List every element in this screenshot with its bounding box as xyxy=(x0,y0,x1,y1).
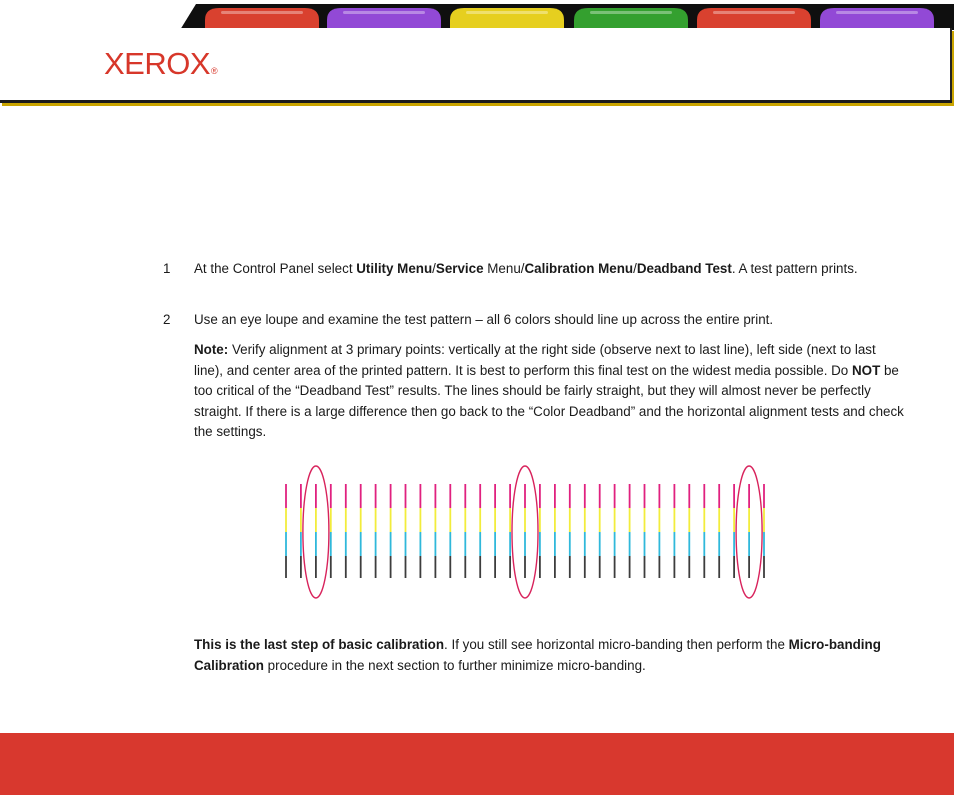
tab-highlight xyxy=(466,11,548,14)
tab-highlight xyxy=(221,11,303,14)
footer-band xyxy=(0,733,954,795)
step-text: Use an eye loupe and examine the test pattern – all 6 colors should line up across the entire print. xyxy=(194,312,774,327)
step-number: 1 xyxy=(163,261,171,276)
registered-mark: ® xyxy=(211,66,218,76)
menu-service: Service xyxy=(435,261,484,276)
tab-highlight xyxy=(713,11,795,14)
closing-bold-2: Micro-banding Calibration xyxy=(194,637,881,673)
step-text: At the Control Panel select Utility Menu/Service Menu/Calibration Menu/Deadband Test. A test pattern prints. xyxy=(194,261,858,276)
tab-highlight xyxy=(590,11,672,14)
tab-highlight xyxy=(836,11,918,14)
menu-calibration: Calibration Menu xyxy=(524,261,634,276)
menu-utility: Utility Menu xyxy=(356,261,433,276)
menu-deadband-test: Deadband Test xyxy=(636,261,732,276)
note-label: Note: xyxy=(194,342,229,357)
closing-bold-1: This is the last step of basic calibration xyxy=(194,637,445,652)
note-paragraph: Note: Verify alignment at 3 primary points: vertically at the right side (observe next to last line), left side (next to last line), and center area of the printed pattern. It is best to perform this final test on the widest media possible. Do NOT be too critical of the “Deadband Test” results. The lines should be fairly straight, but they will almost never be perfectly straight. If there is a large difference then go back to the “Color Deadband” and the horizontal alignment tests and check the settings. xyxy=(194,342,904,439)
color-tabs-bar xyxy=(0,0,954,30)
step-number: 2 xyxy=(163,312,171,327)
note-emphasis: NOT xyxy=(851,362,881,378)
xerox-logo xyxy=(104,48,217,79)
logo-text: XEROX xyxy=(104,46,211,81)
deadband-test-pattern xyxy=(270,462,780,604)
closing-paragraph: This is the last step of basic calibration. If you still see horizontal micro-banding then perform the Micro-banding Calibration procedure in the next section to further minimize micro-banding. xyxy=(194,637,881,673)
tab-highlight xyxy=(343,11,425,14)
